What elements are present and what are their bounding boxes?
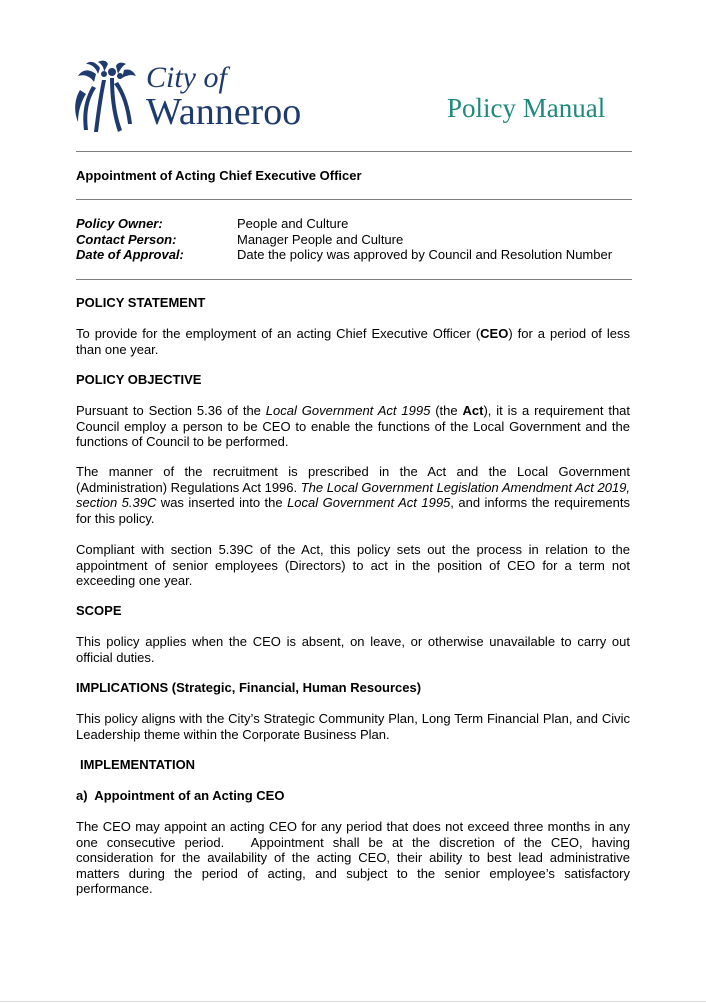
policy-manual-title: Policy Manual [447,93,606,123]
policy-objective-paragraph-3: Compliant with section 5.39C of the Act, this policy sets out the process in relation to the appointment of senior employees (Directors) to act in the position of CEO for a term not exceeding one year. [76,542,630,588]
implementation-heading: IMPLEMENTATION [80,757,196,772]
implications-text: This policy aligns with the City’s Strategic Community Plan, Long Term Financial Plan, and Civic Leadership theme within the Corporate Business Plan. [76,711,630,742]
implications-heading: IMPLICATIONS (Strategic, Financial, Human Resources) [76,680,422,695]
policy-owner-value: People and Culture [237,216,349,231]
divider [76,151,632,152]
date-of-approval-label: Date of Approval: [76,247,184,262]
date-of-approval-value: Date the policy was approved by Council and Resolution Number [237,247,613,262]
logo-text-city-of: City of [146,61,227,94]
scope-text: This policy applies when the CEO is absent, on leave, or otherwise unavailable to carry out official duties. [76,634,630,665]
divider [76,279,632,280]
appointment-acting-ceo-text: The CEO may appoint an acting CEO for any period that does not exceed three months in any one consecutive period. Appointment shall be at the discretion of the CEO, having consideration for the availability of the acting CEO, their ability to best lead administrative matters during the period of acting, and subject to the senior employee’s satisfactory performance. [76,819,634,896]
divider [76,199,632,200]
sub-heading-appointment-acting-ceo: a) Appointment of an Acting CEO [76,788,285,803]
policy-objective-heading: POLICY OBJECTIVE [76,372,202,387]
policy-objective-paragraph-1: Pursuant to Section 5.36 of the Local Government Act 1995 (the Act), it is a requirement that Council employ a person to be CEO to enable the functions of the Local Government and the functions of Council to be performed. [76,403,631,449]
contact-person-label: Contact Person: [76,232,177,247]
contact-person-value: Manager People and Culture [237,232,404,247]
scope-heading: SCOPE [76,603,122,618]
policy-statement-heading: POLICY STATEMENT [76,295,206,310]
document-title: Appointment of Acting Chief Executive Officer [76,168,362,183]
policy-objective-paragraph-2: The manner of the recruitment is prescribed in the Act and the Local Government (Administration) Regulations Act 1996. The Local Government Legislation Amendment Act 2019, section 5.39C was inserted into the Local Government Act 1995, and informs the requirements for this policy. [76,464,631,526]
page-bottom-edge [0,1001,706,1002]
policy-statement-text: To provide for the employment of an acting Chief Executive Officer (CEO) for a period of less than one year. [76,326,630,357]
logo-text-wanneroo: Wanneroo [146,91,302,133]
policy-owner-label: Policy Owner: [76,216,163,231]
